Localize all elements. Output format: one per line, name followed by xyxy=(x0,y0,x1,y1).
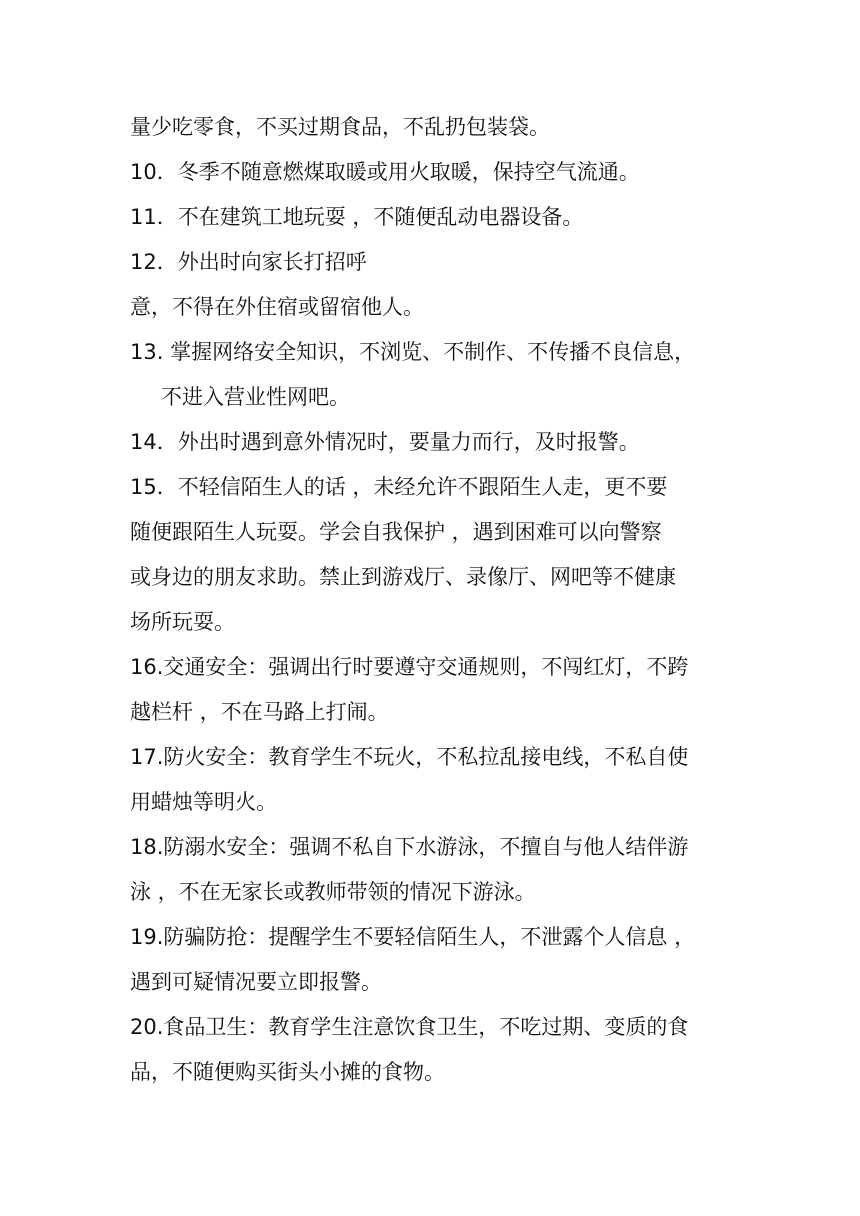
list-item-14: 14．外出时遇到意外情况时，要量力而行，及时报警。 xyxy=(130,430,640,454)
text-line: 场所玩耍。 xyxy=(130,610,235,634)
list-item-15: 15．不轻信陌生人的话 ，未经允许不跟陌生人走，更不要 xyxy=(130,475,668,499)
list-item-11: 11．不在建筑工地玩耍 ，不随便乱动电器设备。 xyxy=(130,205,584,229)
list-item-17: 17.防火安全：教育学生不玩火，不私拉乱接电线，不私自使 xyxy=(130,745,689,769)
text-line: 随便跟陌生人玩耍。学会自我保护 ，遇到困难可以向警察 xyxy=(130,520,662,544)
list-item-13: 13. 掌握网络安全知识，不浏览、不制作、不传播不良信息， xyxy=(130,340,696,364)
list-item-12: 12．外出时向家长打招呼 xyxy=(130,250,367,274)
text-line: 意，不得在外住宿或留宿他人。 xyxy=(130,295,424,319)
text-line: 越栏杆 ，不在马路上打闹。 xyxy=(130,700,389,724)
text-line: 品，不随便购买街头小摊的食物。 xyxy=(130,1060,445,1084)
text-line: 遇到可疑情况要立即报警。 xyxy=(130,970,382,994)
list-item-19: 19.防骗防抢：提醒学生不要轻信陌生人，不泄露个人信息 ， xyxy=(130,925,696,949)
text-line: 不进入营业性网吧。 xyxy=(161,385,350,409)
list-item-10: 10．冬季不随意燃煤取暖或用火取暖，保持空气流通。 xyxy=(130,160,640,184)
list-item-18: 18.防溺水安全：强调不私自下水游泳，不擅自与他人结伴游 xyxy=(130,835,689,859)
list-item-20: 20.食品卫生：教育学生注意饮食卫生，不吃过期、变质的食 xyxy=(130,1015,689,1039)
text-line: 量少吃零食，不买过期食品，不乱扔包装袋。 xyxy=(130,115,550,139)
list-item-16: 16.交通安全：强调出行时要遵守交通规则，不闯红灯，不跨 xyxy=(130,655,689,679)
text-line: 泳 ，不在无家长或教师带领的情况下游泳。 xyxy=(130,880,536,904)
text-line: 用蜡烛等明火。 xyxy=(130,790,277,814)
text-line: 或身边的朋友求助。禁止到游戏厅、录像厅、网吧等不健康 xyxy=(130,565,676,589)
